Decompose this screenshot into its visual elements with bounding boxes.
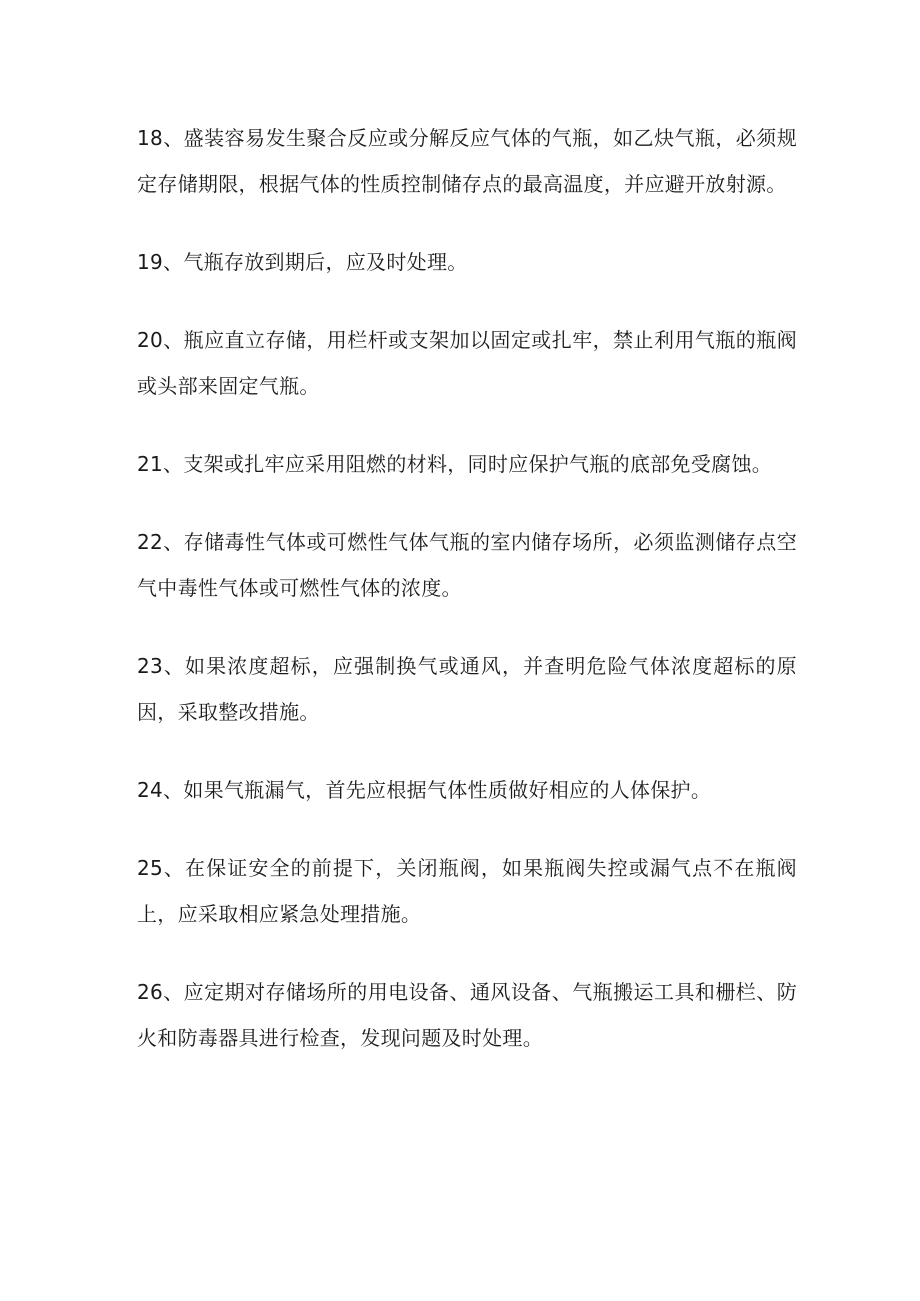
paragraph-item-19: 19、气瓶存放到期后，应及时处理。 — [137, 250, 468, 274]
paragraph-item-20: 20、瓶应直立存储，用栏杆或支架加以固定或扎牢，禁止利用气瓶的瓶阀或头部来固定气瓶。 — [137, 328, 797, 398]
paragraph-item-24: 24、如果气瓶漏气，首先应根据气体性质做好相应的人体保护。 — [137, 778, 712, 802]
paragraph-item-25: 25、在保证安全的前提下，关闭瓶阀，如果瓶阀失控或漏气点不在瓶阀上，应采取相应紧急处理措施。 — [137, 856, 797, 926]
paragraph-item-21: 21、支架或扎牢应采用阻燃的材料，同时应保护气瓶的底部免受腐蚀。 — [137, 452, 773, 476]
paragraph-item-22: 22、存储毒性气体或可燃性气体气瓶的室内储存场所，必须监测储存点空气中毒性气体或可燃性气体的浓度。 — [137, 530, 797, 600]
paragraph-item-18: 18、盛装容易发生聚合反应或分解反应气体的气瓶，如乙炔气瓶，必须规定存储期限，根据气体的性质控制储存点的最高温度，并应避开放射源。 — [137, 126, 797, 196]
paragraph-item-26: 26、应定期对存储场所的用电设备、通风设备、气瓶搬运工具和栅栏、防火和防毒器具进行检查，发现问题及时处理。 — [137, 980, 797, 1050]
document-body — [137, 115, 797, 1093]
paragraph-item-23: 23、如果浓度超标，应强制换气或通风，并查明危险气体浓度超标的原因，采取整改措施。 — [137, 654, 797, 724]
